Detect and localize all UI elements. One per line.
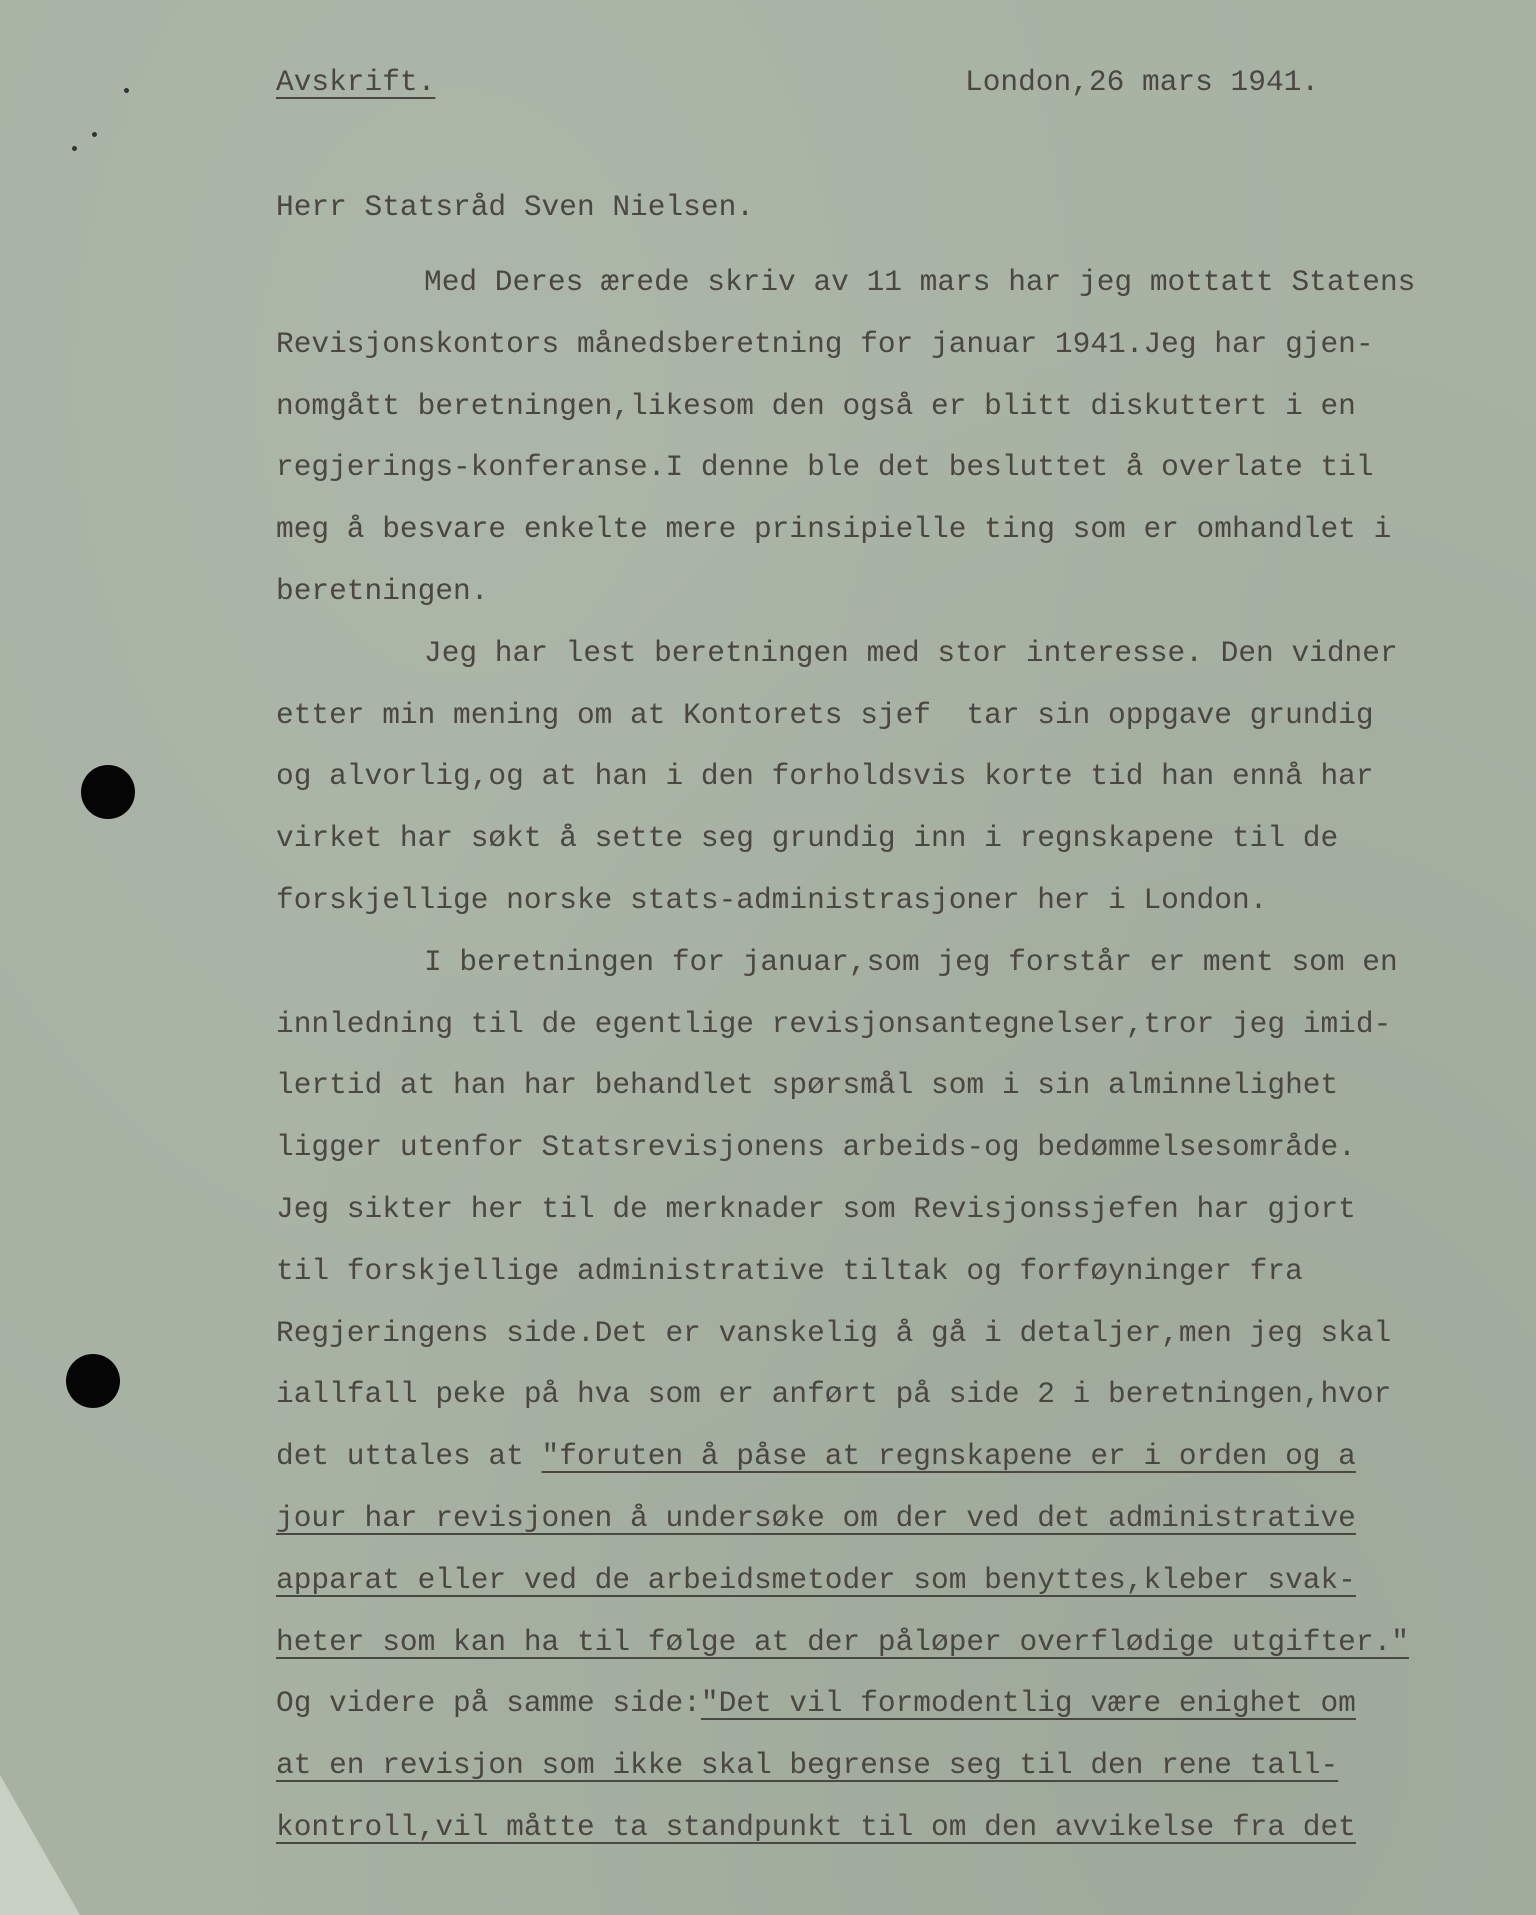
- salutation: Herr Statsråd Sven Nielsen.: [276, 190, 754, 224]
- quote-line: kontroll,vil måtte ta standpunkt til om den avvikelse fra det: [276, 1809, 1356, 1844]
- body-line: I beretningen for januar,som jeg forstår er ment som en: [424, 944, 1398, 979]
- body-line: lertid at han har behandlet spørsmål som i sin alminnelighet: [276, 1068, 1339, 1103]
- body-line: forskjellige norske stats-administrasjoner her i London.: [276, 882, 1268, 917]
- punch-hole-bottom: [66, 1354, 120, 1408]
- letter-body: [276, 262, 1415, 1869]
- quote-line: [276, 1683, 1415, 1745]
- body-line: iallfall peke på hva som er anført på side 2 i beretningen,hvor: [276, 1377, 1392, 1412]
- body-line: meg å besvare enkelte mere prinsipielle ting som er omhandlet i: [276, 512, 1392, 547]
- quote-line: heter som kan ha til følge at der påløper overflødige utgifter.": [276, 1624, 1409, 1659]
- quote-underlined: "foruten å påse at regnskapene er i orden og a: [541, 1439, 1356, 1474]
- body-line: nomgått beretningen,likesom den også er blitt diskuttert i en: [276, 388, 1356, 423]
- quote-line: at en revisjon som ikke skal begrense seg til den rene tall-: [276, 1748, 1339, 1783]
- body-line: ligger utenfor Statsrevisjonens arbeids-og bedømmelsesområde.: [276, 1130, 1356, 1165]
- body-line: og alvorlig,og at han i den forholdsvis korte tid han ennå har: [276, 759, 1374, 794]
- quote-prefix: det uttales at: [276, 1439, 542, 1474]
- speck: [92, 132, 97, 137]
- punch-hole-top: [81, 765, 135, 819]
- body-line: Med Deres ærede skriv av 11 mars har jeg mottatt Statens: [424, 265, 1416, 299]
- body-line: Jeg sikter her til de merknader som Revisjonssjefen har gjort: [276, 1191, 1356, 1226]
- quote-line: jour har revisjonen å undersøke om der ved det administrative: [276, 1500, 1356, 1535]
- body-line: Jeg har lest beretningen med stor interesse. Den vidner: [424, 635, 1398, 670]
- body-line: til forskjellige administrative tiltak og forføyninger fra: [276, 1253, 1303, 1288]
- quote-line: apparat eller ved de arbeidsmetoder som benyttes,kleber svak-: [276, 1562, 1356, 1597]
- folded-corner: [0, 1775, 80, 1915]
- body-line: Revisjonskontors månedsberetning for januar 1941.Jeg har gjen-: [276, 326, 1374, 361]
- copy-label: Avskrift.: [276, 65, 436, 99]
- speck: [72, 146, 77, 151]
- quote-prefix: Og videre på samme side:: [276, 1686, 701, 1721]
- place-date: London,26 mars 1941.: [965, 65, 1320, 99]
- body-line: virket har søkt å sette seg grundig inn i regnskapene til de: [276, 821, 1339, 856]
- quote-line: [276, 1436, 1415, 1498]
- body-line: etter min mening om at Kontorets sjef tar sin oppgave grundig: [276, 697, 1374, 732]
- body-line: beretningen.: [276, 573, 489, 608]
- quote-underlined: "Det vil formodentlig være enighet om: [700, 1686, 1356, 1721]
- body-line: Regjeringens side.Det er vanskelig å gå i detaljer,men jeg skal: [276, 1315, 1392, 1350]
- body-line: innledning til de egentlige revisjonsantegnelser,tror jeg imid-: [276, 1006, 1392, 1041]
- speck: [124, 88, 129, 93]
- body-line: regjerings-konferanse.I denne ble det besluttet å overlate til: [276, 450, 1374, 485]
